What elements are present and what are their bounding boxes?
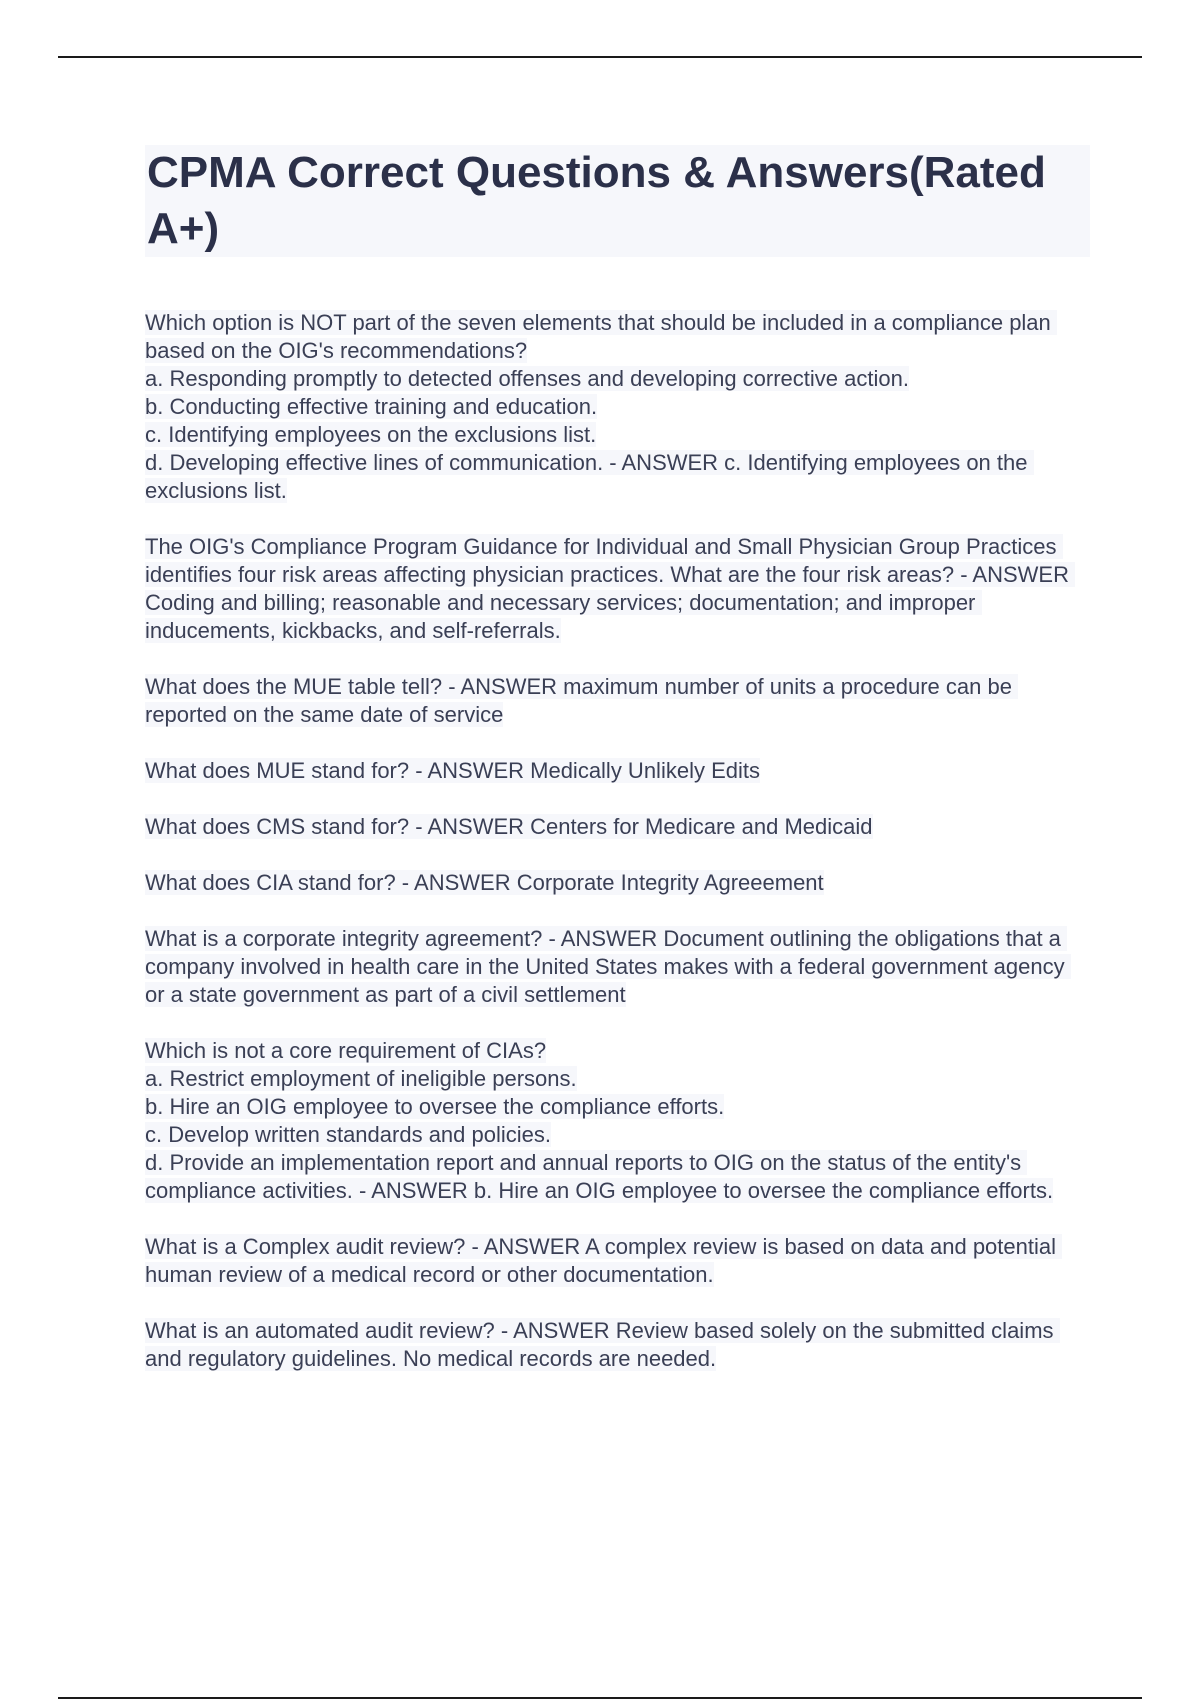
qa-item	[145, 813, 1090, 841]
qa-line	[145, 1037, 1090, 1065]
qa-line	[145, 533, 1090, 645]
qa-line-text: What is a corporate integrity agreement? - ANSWER Document outlining the obligations that a company involved in health care in the United States makes with a federal government agency or a state government as part of a civil settlement	[145, 926, 1071, 1007]
document-body	[145, 145, 1090, 1401]
qa-item	[145, 925, 1090, 1009]
qa-line-text: c. Identifying employees on the exclusions list.	[145, 422, 597, 447]
qa-line	[145, 1121, 1090, 1149]
qa-line	[145, 813, 1090, 841]
document-title: CPMA Correct Questions & Answers(Rated A+)	[145, 145, 1090, 257]
qa-item	[145, 533, 1090, 645]
qa-line	[145, 309, 1090, 365]
qa-line	[145, 449, 1090, 505]
qa-line	[145, 1065, 1090, 1093]
qa-line-text: b. Hire an OIG employee to oversee the compliance efforts.	[145, 1094, 725, 1119]
qa-line-text: What is a Complex audit review? - ANSWER A complex review is based on data and potential human review of a medical record or other documentation.	[145, 1234, 1063, 1287]
qa-line	[145, 757, 1090, 785]
qa-line	[145, 1149, 1090, 1205]
qa-line-text: d. Developing effective lines of communication. - ANSWER c. Identifying employees on the exclusions list.	[145, 450, 1034, 503]
qa-line-text: a. Responding promptly to detected offenses and developing corrective action.	[145, 366, 909, 391]
qa-line-text: The OIG's Compliance Program Guidance for Individual and Small Physician Group Practices identifies four risk areas affecting physician practices. What are the four risk areas? - ANSWER Coding and billing; reasonable and necessary services; documentation; and improper inducements, kickbacks, and self-referrals.	[145, 534, 1076, 643]
qa-line	[145, 925, 1090, 1009]
qa-item	[145, 757, 1090, 785]
qa-line-text: a. Restrict employment of ineligible persons.	[145, 1066, 577, 1091]
qa-line	[145, 673, 1090, 729]
qa-line	[145, 869, 1090, 897]
bottom-divider	[58, 1697, 1142, 1699]
qa-list	[145, 309, 1090, 1373]
qa-line-text: What does the MUE table tell? - ANSWER maximum number of units a procedure can be reported on the same date of service	[145, 674, 1019, 727]
qa-line-text: What does CIA stand for? - ANSWER Corporate Integrity Agreeement	[145, 870, 824, 895]
qa-item	[145, 309, 1090, 505]
qa-line	[145, 1317, 1090, 1373]
qa-line-text: What does CMS stand for? - ANSWER Centers for Medicare and Medicaid	[145, 814, 873, 839]
qa-line-text: b. Conducting effective training and education.	[145, 394, 598, 419]
qa-line-text: What is an automated audit review? - ANSWER Review based solely on the submitted claims and regulatory guidelines. No medical records are needed.	[145, 1318, 1060, 1371]
qa-line	[145, 1233, 1090, 1289]
qa-line	[145, 365, 1090, 393]
qa-item	[145, 1233, 1090, 1289]
qa-line-text: What does MUE stand for? - ANSWER Medically Unlikely Edits	[145, 758, 760, 783]
qa-line-text: d. Provide an implementation report and annual reports to OIG on the status of the entity's compliance activities. - ANSWER b. Hire an OIG employee to oversee the compliance efforts.	[145, 1150, 1054, 1203]
qa-item	[145, 1037, 1090, 1205]
qa-line-text: Which is not a core requirement of CIAs?	[145, 1038, 547, 1063]
top-divider	[58, 56, 1142, 58]
qa-line-text: c. Develop written standards and policies.	[145, 1122, 551, 1147]
qa-item	[145, 673, 1090, 729]
qa-line	[145, 421, 1090, 449]
qa-line	[145, 1093, 1090, 1121]
qa-item	[145, 869, 1090, 897]
qa-line	[145, 393, 1090, 421]
qa-item	[145, 1317, 1090, 1373]
qa-line-text: Which option is NOT part of the seven elements that should be included in a compliance plan based on the OIG's recommendations?	[145, 310, 1057, 363]
